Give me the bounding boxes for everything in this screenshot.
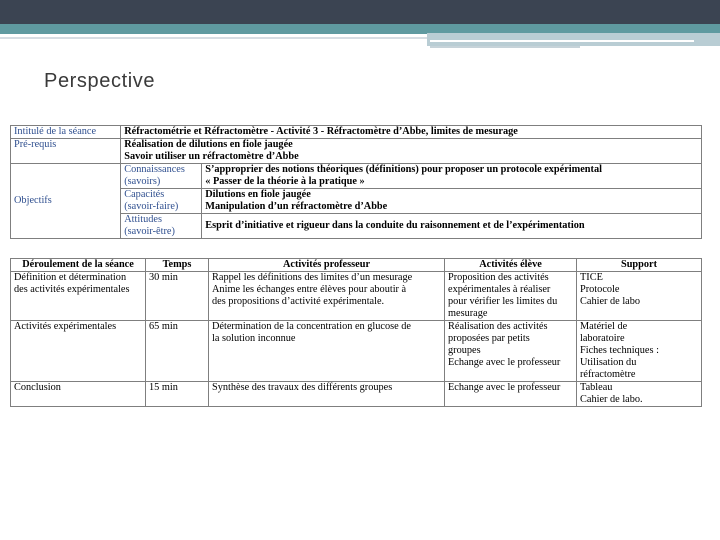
intitule-label: Intitulé de la séance xyxy=(11,126,121,139)
header-band-dark xyxy=(0,0,720,24)
eleve-cell xyxy=(445,321,577,382)
objective-text xyxy=(202,189,702,214)
cell-line: Protocole xyxy=(580,284,620,295)
table-row xyxy=(11,382,702,407)
cell-line: expérimentales à réaliser xyxy=(448,284,551,295)
prof-cell xyxy=(209,321,445,382)
eleve-cell xyxy=(445,382,577,407)
objective-line: S’approprier des notions théoriques (définitions) pour proposer un protocole expérimental xyxy=(205,164,602,175)
header-accent-line-short xyxy=(430,46,580,48)
table-row xyxy=(11,126,702,139)
cell-line: réfractomètre xyxy=(580,369,636,380)
cell-line: Rappel les définitions des limites d’un mesurage xyxy=(212,272,413,283)
cell-line: TICE xyxy=(580,272,603,283)
prerequis-label: Pré-requis xyxy=(11,139,121,164)
objectifs-label: Objectifs xyxy=(11,164,121,239)
prerequis-line: Savoir utiliser un réfractomètre d’Abbe xyxy=(124,151,299,162)
cell-line: la solution inconnue xyxy=(212,333,296,344)
objective-type-line: (savoir-être) xyxy=(124,226,175,237)
cell-line: Utilisation du xyxy=(580,357,637,368)
prerequis-value xyxy=(121,139,702,164)
objective-line: « Passer de la théorie à la pratique » xyxy=(205,176,365,187)
step-cell xyxy=(11,382,146,407)
cell-line: Synthèse des travaux des différents groupes xyxy=(212,382,393,393)
intitule-value: Réfractométrie et Réfractomètre - Activité 3 - Réfractomètre d’Abbe, limites de mesurage xyxy=(121,126,702,139)
cell-line: Proposition des activités xyxy=(448,272,549,283)
step-cell xyxy=(11,321,146,382)
cell-line: Cahier de labo xyxy=(580,296,641,307)
cell-line: pour vérifier les limites du xyxy=(448,296,558,307)
objective-line: Manipulation d’un réfractomètre d’Abbe xyxy=(205,201,388,212)
cell-line: Définition et détermination xyxy=(14,272,127,283)
objective-type-line: Attitudes xyxy=(124,214,162,225)
cell-line: Matériel de xyxy=(580,321,628,332)
column-header: Activités élève xyxy=(445,259,577,272)
cell-line: des activités expérimentales xyxy=(14,284,130,295)
time-cell: 65 min xyxy=(146,321,209,382)
objective-line: Dilutions en fiole jaugée xyxy=(205,189,311,200)
cell-line: des propositions d’activité expérimentale. xyxy=(212,296,385,307)
objective-type xyxy=(121,189,202,214)
support-cell xyxy=(577,382,702,407)
table-row xyxy=(11,272,702,321)
prof-cell xyxy=(209,382,445,407)
support-cell xyxy=(577,321,702,382)
objective-type-line: (savoirs) xyxy=(124,176,161,187)
prof-cell xyxy=(209,272,445,321)
objective-text xyxy=(202,214,702,239)
step-cell xyxy=(11,272,146,321)
column-header: Activités professeur xyxy=(209,259,445,272)
cell-line: Tableau xyxy=(580,382,613,393)
objective-type-line: Connaissances xyxy=(124,164,185,175)
time-cell: 30 min xyxy=(146,272,209,321)
objective-type-line: (savoir-faire) xyxy=(124,201,179,212)
slide-title: Perspective xyxy=(44,70,156,92)
objective-text xyxy=(202,164,702,189)
support-cell xyxy=(577,272,702,321)
column-header: Temps xyxy=(146,259,209,272)
column-header: Déroulement de la séance xyxy=(11,259,146,272)
cell-line: Echange avec le professeur xyxy=(448,382,561,393)
session-info-table xyxy=(10,125,702,239)
cell-line: groupes xyxy=(448,345,481,356)
cell-line: Echange avec le professeur xyxy=(448,357,561,368)
objective-type-line: Capacités xyxy=(124,189,165,200)
cell-line: Fiches techniques : xyxy=(580,345,659,356)
eleve-cell xyxy=(445,272,577,321)
table-row xyxy=(11,139,702,164)
header-accent-line xyxy=(430,40,694,42)
prerequis-line: Réalisation de dilutions en fiole jaugée xyxy=(124,139,293,150)
cell-line: proposées par petits xyxy=(448,333,530,344)
session-progress-table xyxy=(10,258,702,407)
cell-line: Anime les échanges entre élèves pour aboutir à xyxy=(212,284,407,295)
column-header: Support xyxy=(577,259,702,272)
objective-type xyxy=(121,214,202,239)
cell-line: Activités expérimentales xyxy=(14,321,117,332)
cell-line: Détermination de la concentration en glucose de xyxy=(212,321,411,332)
cell-line: Réalisation des activités xyxy=(448,321,548,332)
table-row xyxy=(11,164,702,189)
cell-line: mesurage xyxy=(448,308,488,319)
objective-line: Esprit d’initiative et rigueur dans la conduite du raisonnement et de l’expérimentation xyxy=(205,220,585,231)
objective-type xyxy=(121,164,202,189)
cell-line: laboratoire xyxy=(580,333,625,344)
table-header-row xyxy=(11,259,702,272)
time-cell: 15 min xyxy=(146,382,209,407)
table-row xyxy=(11,321,702,382)
cell-line: Conclusion xyxy=(14,382,61,393)
cell-line: Cahier de labo. xyxy=(580,394,643,405)
